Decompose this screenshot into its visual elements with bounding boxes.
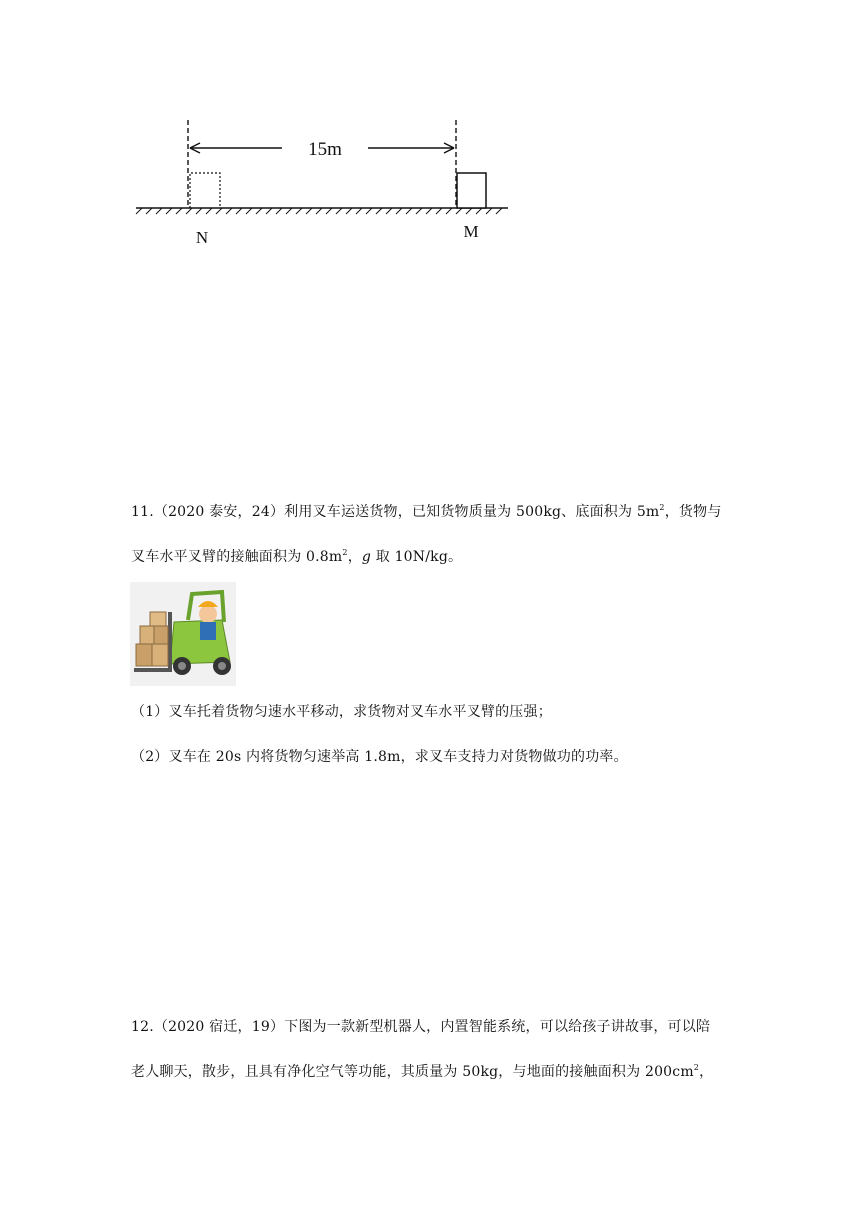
ground-hatching (136, 208, 502, 214)
superscript: 2 (342, 548, 348, 557)
point-m-label: M (463, 222, 479, 241)
forklift-with-boxes-icon (130, 582, 236, 686)
variable-g: g (361, 549, 372, 565)
q11-line2-comma: ， (347, 549, 362, 565)
block-m (457, 173, 486, 208)
q11-line1-text: 11.（2020 泰安，24）利用叉车运送货物，已知货物质量为 500kg、底面积为 5m (131, 504, 660, 520)
superscript: 2 (693, 1063, 700, 1072)
q12-line2 (131, 1062, 713, 1082)
q11-line2-text: 叉车水平叉臂的接触面积为 0.8m (131, 549, 343, 565)
q12-line2-text: 老人聊天，散步，且具有净化空气等功能，其质量为 50kg，与地面的接触面积为 200cm (131, 1064, 694, 1080)
distance-label: 15m (308, 139, 342, 160)
point-n-label: N (195, 228, 209, 247)
q12-line2-tail: ， (699, 1064, 714, 1080)
q11-line1-tail: ，货物与 (664, 504, 722, 520)
q11-part2: （2）叉车在 20s 内将货物匀速举高 1.8m，求叉车支持力对货物做功的功率。 (131, 749, 628, 765)
q11-line2-tail: 取 10N/kg。 (371, 549, 463, 565)
block-n-dotted (190, 173, 220, 208)
q11-part1: （1）叉车托着货物匀速水平移动，求货物对叉车水平叉臂的压强； (131, 704, 552, 720)
distance-diagram (128, 112, 520, 252)
q11-line1 (131, 502, 722, 522)
superscript: 2 (659, 503, 665, 512)
q12-line1: 12.（2020 宿迁，19）下图为一款新型机器人，内置智能系统，可以给孩子讲故事，可以陪 (131, 1019, 711, 1035)
q11-line2 (131, 547, 462, 567)
